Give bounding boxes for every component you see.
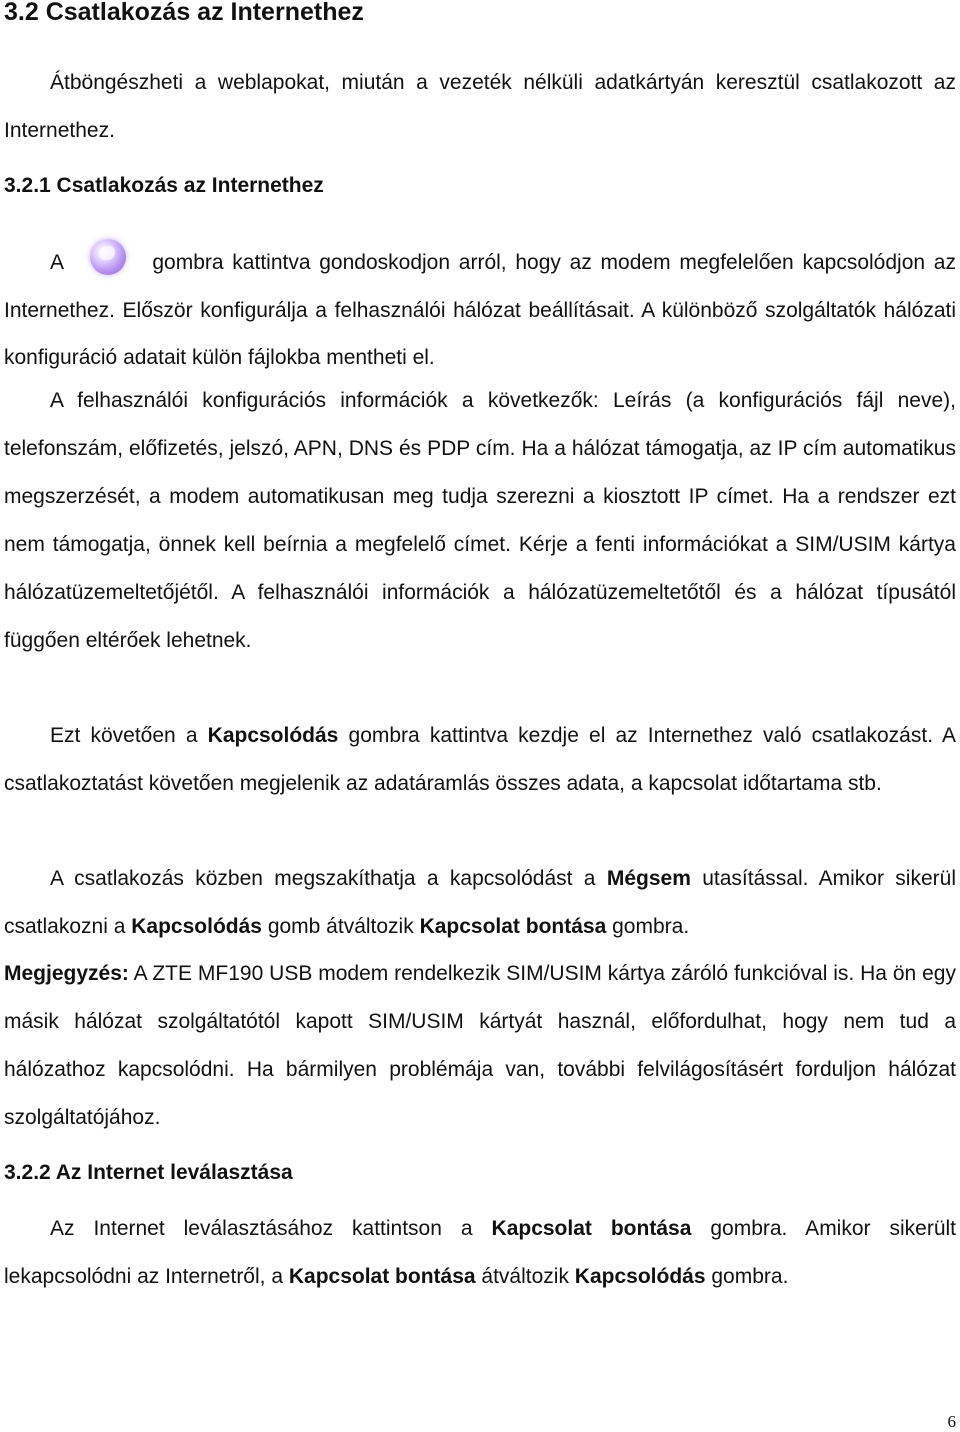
subsection-heading-3-2-1: 3.2.1 Csatlakozás az Internethez bbox=[4, 174, 324, 197]
intro-paragraph bbox=[4, 59, 956, 155]
intro-text: Átböngészheti a weblapokat, miután a vezeték nélküli adatkártyán keresztül csatlakozott az Internethez. bbox=[4, 71, 956, 142]
para4-text-g: gombra. bbox=[612, 915, 690, 938]
para5-text-c: gombra. Amikor sikerült lekapcsolódni az Internetről, a bbox=[4, 1217, 957, 1288]
para4-text-e: gomb átváltozik bbox=[267, 915, 414, 938]
para1-start: A bbox=[50, 251, 63, 274]
config-info-paragraph bbox=[4, 377, 956, 665]
section-heading-3-2: 3.2 Csatlakozás az Internethez bbox=[4, 0, 364, 26]
note-text: A ZTE MF190 USB modem rendelkezik SIM/USIM kártya záróló funkcióval is. Ha ön egy másik hálózat szolgáltatótól kapott SIM/USIM kártyát használ, előfordulhat, hogy nem tud a hálózathoz kapcsolódni. Ha bármilyen problémája van, további felvilágosításért forduljon hálózat szolgáltatójához. bbox=[4, 962, 956, 1129]
para5-text-e: átváltozik bbox=[481, 1265, 569, 1288]
cancel-term: Mégsem bbox=[606, 867, 691, 890]
connect-button-paragraph bbox=[4, 712, 956, 808]
connect-term-2: Kapcsolódás bbox=[574, 1265, 706, 1288]
para2-text: A felhasználói konfigurációs információk a következők: Leírás (a konfigurációs fájl neve), telefonszám, előfizetés, jelszó, APN, DNS és PDP cím. Ha a hálózat támogatja, az IP cím automatikus megszerzését, a modem automatikusan meg tudja szerezni a kiosztott IP címet. Ha a rendszer ezt nem támogatja, önnek kell beírnia a megfelelő címet. Kérje a fenti információkat a SIM/USIM kártya hálózatüzemeltetőjétől. A felhasználói információk a hálózatüzemeltetőtől és a hálózat típusától függően eltérőek lehetnek. bbox=[4, 389, 956, 652]
note-paragraph bbox=[4, 950, 956, 1142]
connect-term: Kapcsolódás bbox=[131, 915, 262, 938]
disconnect-term: Kapcsolat bontása bbox=[419, 915, 607, 938]
disconnect-paragraph bbox=[4, 1205, 956, 1301]
para5-text-g: gombra. bbox=[711, 1265, 789, 1288]
page-number: 6 bbox=[947, 1412, 956, 1431]
connect-button-term: Kapcsolódás bbox=[207, 724, 339, 747]
note-label: Megjegyzés: bbox=[4, 962, 129, 985]
globe-icon bbox=[90, 239, 126, 275]
connect-paragraph bbox=[4, 239, 956, 382]
para5-text-a: Az Internet leválasztásához kattintson a bbox=[50, 1217, 473, 1240]
para4-text-c: utasítással. Amikor sikerül csatlakozni a bbox=[4, 867, 956, 938]
para4-text-a: A csatlakozás közben megszakíthatja a kapcsolódást a bbox=[50, 867, 596, 890]
subsection-heading-3-2-2: 3.2.2 Az Internet leválasztása bbox=[4, 1161, 293, 1184]
disconnect-term-1: Kapcsolat bontása bbox=[491, 1217, 692, 1240]
cancel-paragraph bbox=[4, 855, 956, 951]
para3-text-c: gombra kattintva kezdje el az Internethez való csatlakozást. A csatlakoztatást követően megjelenik az adatáramlás összes adata, a kapcsolat időtartama stb. bbox=[4, 724, 957, 795]
para1-text: gombra kattintva gondoskodjon arról, hogy az modem megfelelően kapcsolódjon az Internethez. Először konfigurálja a felhasználói hálózat beállításait. A különböző szolgáltatók hálózati konfiguráció adatait külön fájlokba mentheti el. bbox=[4, 251, 956, 369]
para3-text-a: Ezt követően a bbox=[50, 724, 198, 747]
disconnect-term-2: Kapcsolat bontása bbox=[288, 1265, 476, 1288]
